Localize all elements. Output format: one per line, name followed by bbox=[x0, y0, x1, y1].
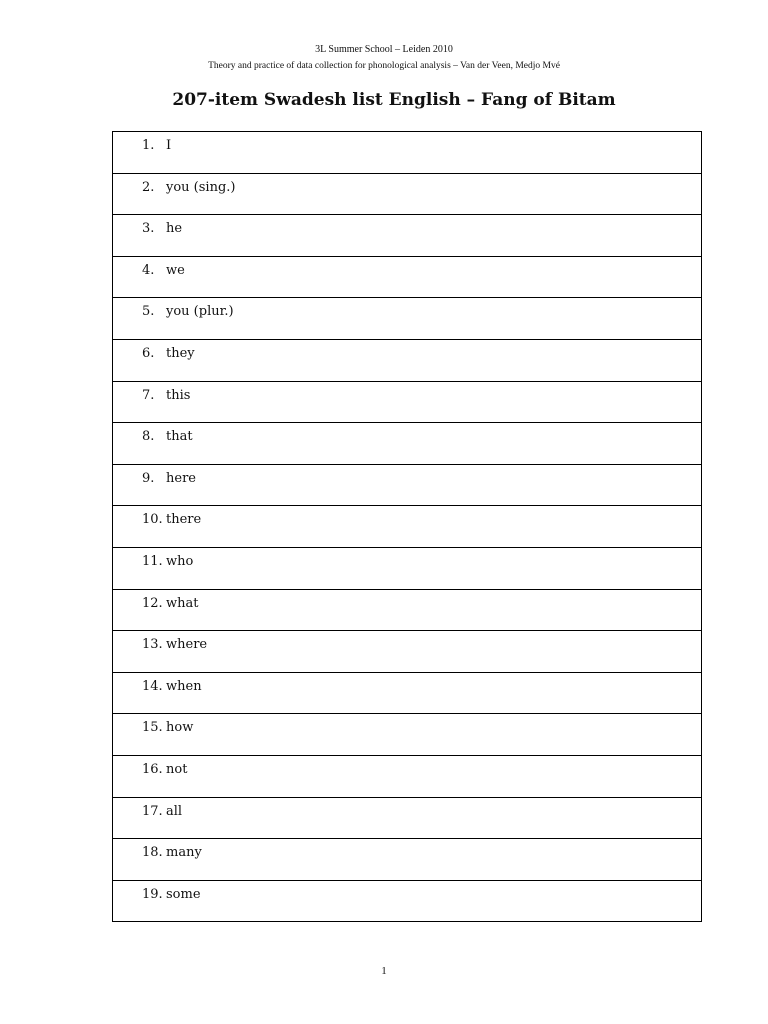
item-number: 8. bbox=[142, 429, 155, 445]
list-item bbox=[113, 756, 701, 777]
list-item bbox=[113, 382, 701, 403]
table-cell bbox=[113, 423, 702, 465]
table-row bbox=[113, 173, 702, 215]
list-item bbox=[113, 340, 701, 361]
item-number: 11. bbox=[142, 553, 163, 569]
item-word: this bbox=[166, 387, 191, 403]
item-word: what bbox=[166, 595, 199, 611]
item-word: where bbox=[166, 637, 208, 653]
table-cell bbox=[113, 506, 702, 548]
item-word: who bbox=[166, 553, 194, 569]
item-number: 12. bbox=[142, 595, 163, 611]
list-item bbox=[113, 798, 701, 819]
item-word: how bbox=[166, 720, 194, 736]
table-cell bbox=[113, 339, 702, 381]
table-cell bbox=[113, 298, 702, 340]
header-course-line: 3L Summer School – Leiden 2010 bbox=[315, 44, 453, 55]
item-number: 10. bbox=[142, 512, 163, 528]
item-number: 17. bbox=[142, 803, 163, 819]
list-item bbox=[113, 881, 701, 902]
item-number: 7. bbox=[142, 387, 155, 403]
table-cell bbox=[113, 215, 702, 257]
list-item bbox=[113, 714, 701, 735]
item-number: 5. bbox=[142, 304, 155, 320]
item-word: we bbox=[166, 262, 185, 278]
table-row bbox=[113, 755, 702, 797]
table-row bbox=[113, 547, 702, 589]
list-item bbox=[113, 257, 701, 278]
page-title: 207-item Swadesh list English – Fang of Bitam bbox=[172, 90, 616, 110]
table-cell bbox=[113, 797, 702, 839]
table-cell bbox=[113, 631, 702, 673]
table-row bbox=[113, 714, 702, 756]
item-number: 19. bbox=[142, 886, 163, 902]
list-item bbox=[113, 132, 701, 153]
item-word: that bbox=[166, 429, 193, 445]
item-word: you (sing.) bbox=[166, 179, 236, 195]
table-row bbox=[113, 215, 702, 257]
item-word: they bbox=[166, 345, 195, 361]
table-row bbox=[113, 256, 702, 298]
list-item bbox=[113, 298, 701, 319]
list-item bbox=[113, 174, 701, 195]
item-word: there bbox=[166, 512, 202, 528]
page-number: 1 bbox=[381, 965, 387, 977]
item-word: some bbox=[166, 886, 201, 902]
item-number: 14. bbox=[142, 678, 163, 694]
table-cell bbox=[113, 839, 702, 881]
table-row bbox=[113, 339, 702, 381]
item-word: many bbox=[166, 845, 202, 861]
list-item bbox=[113, 423, 701, 444]
table-cell bbox=[113, 132, 702, 174]
table-row bbox=[113, 298, 702, 340]
table-cell bbox=[113, 589, 702, 631]
item-word: he bbox=[166, 221, 183, 237]
table-row bbox=[113, 672, 702, 714]
item-word: not bbox=[166, 761, 188, 777]
list-item bbox=[113, 631, 701, 652]
item-number: 13. bbox=[142, 637, 163, 653]
table-row bbox=[113, 506, 702, 548]
table-row bbox=[113, 423, 702, 465]
item-number: 3. bbox=[142, 221, 155, 237]
list-item bbox=[113, 506, 701, 527]
table-row bbox=[113, 631, 702, 673]
item-word: you (plur.) bbox=[166, 304, 234, 320]
item-number: 1. bbox=[142, 138, 155, 153]
item-number: 4. bbox=[142, 262, 155, 278]
table-row bbox=[113, 464, 702, 506]
table-cell bbox=[113, 880, 702, 922]
table-cell bbox=[113, 547, 702, 589]
item-number: 6. bbox=[142, 345, 155, 361]
table-cell bbox=[113, 381, 702, 423]
table-cell bbox=[113, 173, 702, 215]
list-item bbox=[113, 215, 701, 236]
item-word: all bbox=[166, 803, 183, 819]
list-item bbox=[113, 673, 701, 694]
item-word: when bbox=[166, 678, 202, 694]
header-subtitle-line: Theory and practice of data collection for phonological analysis – Van der Veen, Medjo Mvé bbox=[208, 61, 560, 71]
table-cell bbox=[113, 755, 702, 797]
table-cell bbox=[113, 714, 702, 756]
item-number: 9. bbox=[142, 470, 155, 486]
table-cell bbox=[113, 464, 702, 506]
list-item bbox=[113, 465, 701, 486]
list-item bbox=[113, 548, 701, 569]
swadesh-table-body bbox=[113, 132, 702, 922]
table-row bbox=[113, 381, 702, 423]
swadesh-table bbox=[112, 131, 702, 922]
list-item bbox=[113, 590, 701, 611]
item-number: 15. bbox=[142, 720, 163, 736]
table-row bbox=[113, 589, 702, 631]
item-word: I bbox=[166, 138, 172, 153]
table-cell bbox=[113, 672, 702, 714]
item-number: 16. bbox=[142, 761, 163, 777]
table-row bbox=[113, 797, 702, 839]
item-word: here bbox=[166, 470, 196, 486]
table-row bbox=[113, 132, 702, 174]
table-row bbox=[113, 880, 702, 922]
table-cell bbox=[113, 256, 702, 298]
table-row bbox=[113, 839, 702, 881]
item-number: 2. bbox=[142, 179, 155, 195]
list-item bbox=[113, 839, 701, 860]
item-number: 18. bbox=[142, 845, 163, 861]
